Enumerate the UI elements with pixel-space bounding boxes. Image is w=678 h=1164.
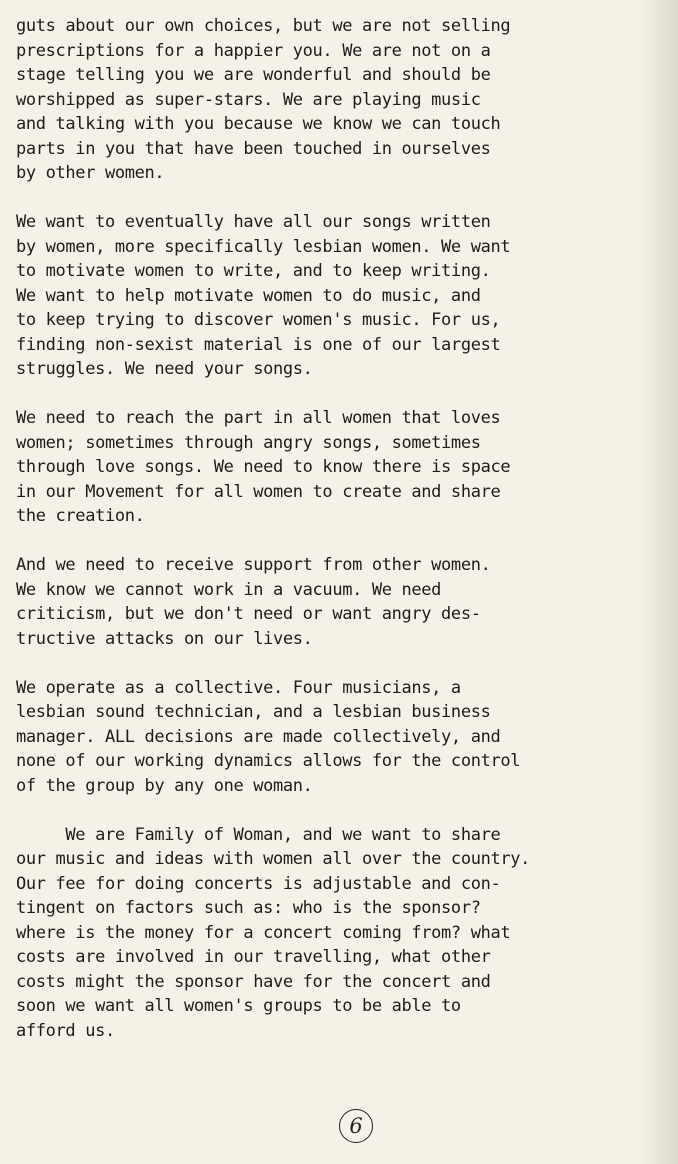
- text-line: by women, more specifically lesbian women. We want: [16, 236, 511, 257]
- text-line: prescriptions for a happier you. We are not on a: [16, 40, 491, 61]
- text-line: tructive attacks on our lives.: [16, 628, 313, 649]
- text-line: by other women.: [16, 163, 165, 183]
- text-line: criticism, but we don't need or want angry des-: [16, 604, 481, 624]
- text-line: We need to reach the part in all women that loves: [16, 408, 501, 428]
- text-line: finding non-sexist material is one of our largest: [16, 334, 501, 355]
- text-line: tingent on factors such as: who is the sponsor?: [16, 898, 481, 918]
- text-line: to motivate women to write, and to keep writing.: [16, 261, 491, 281]
- text-line: afford us.: [16, 1020, 115, 1041]
- text-line: We want to eventually have all our songs written: [16, 212, 491, 232]
- text-line: We are Family of Woman, and we want to share: [16, 824, 501, 845]
- text-line: women; sometimes through angry songs, sometimes: [16, 432, 481, 453]
- paragraph-6: [16, 823, 646, 1044]
- text-line: And we need to receive support from other women.: [16, 555, 491, 575]
- page-number: 6: [339, 1109, 373, 1143]
- text-line: parts in you that have been touched in ourselves: [16, 138, 491, 159]
- text-line: of the group by any one woman.: [16, 775, 313, 796]
- text-line: in our Movement for all women to create and share: [16, 481, 501, 502]
- body-text: [16, 14, 646, 1068]
- text-line: soon we want all women's groups to be able to: [16, 996, 461, 1016]
- text-line: stage telling you we are wonderful and should be: [16, 65, 491, 85]
- text-line: none of our working dynamics allows for the control: [16, 751, 521, 771]
- paragraph-5: [16, 676, 646, 799]
- paragraph-2: [16, 210, 646, 382]
- text-line: lesbian sound technician, and a lesbian business: [16, 702, 491, 722]
- paragraph-4: [16, 553, 646, 651]
- paragraph-1: [16, 14, 646, 186]
- text-line: the creation.: [16, 506, 145, 526]
- paragraph-3: [16, 406, 646, 529]
- text-line: costs might the sponsor have for the concert and: [16, 971, 491, 992]
- text-line: We operate as a collective. Four musicians, a: [16, 677, 461, 698]
- text-line: guts about our own choices, but we are not selling: [16, 16, 511, 36]
- text-line: We want to help motivate women to do music, and: [16, 285, 481, 306]
- text-line: and talking with you because we know we can touch: [16, 114, 501, 134]
- text-line: We know we cannot work in a vacuum. We need: [16, 579, 442, 600]
- text-line: manager. ALL decisions are made collectively, and: [16, 726, 501, 747]
- text-line: where is the money for a concert coming from? what: [16, 922, 511, 943]
- text-line: struggles. We need your songs.: [16, 359, 313, 379]
- text-line: through love songs. We need to know there is space: [16, 457, 511, 477]
- text-line: worshipped as super-stars. We are playing music: [16, 89, 481, 110]
- text-line: to keep trying to discover women's music. For us,: [16, 310, 501, 330]
- text-line: Our fee for doing concerts is adjustable and con-: [16, 873, 501, 894]
- text-line: our music and ideas with women all over the country.: [16, 849, 531, 869]
- text-line: costs are involved in our travelling, what other: [16, 947, 491, 967]
